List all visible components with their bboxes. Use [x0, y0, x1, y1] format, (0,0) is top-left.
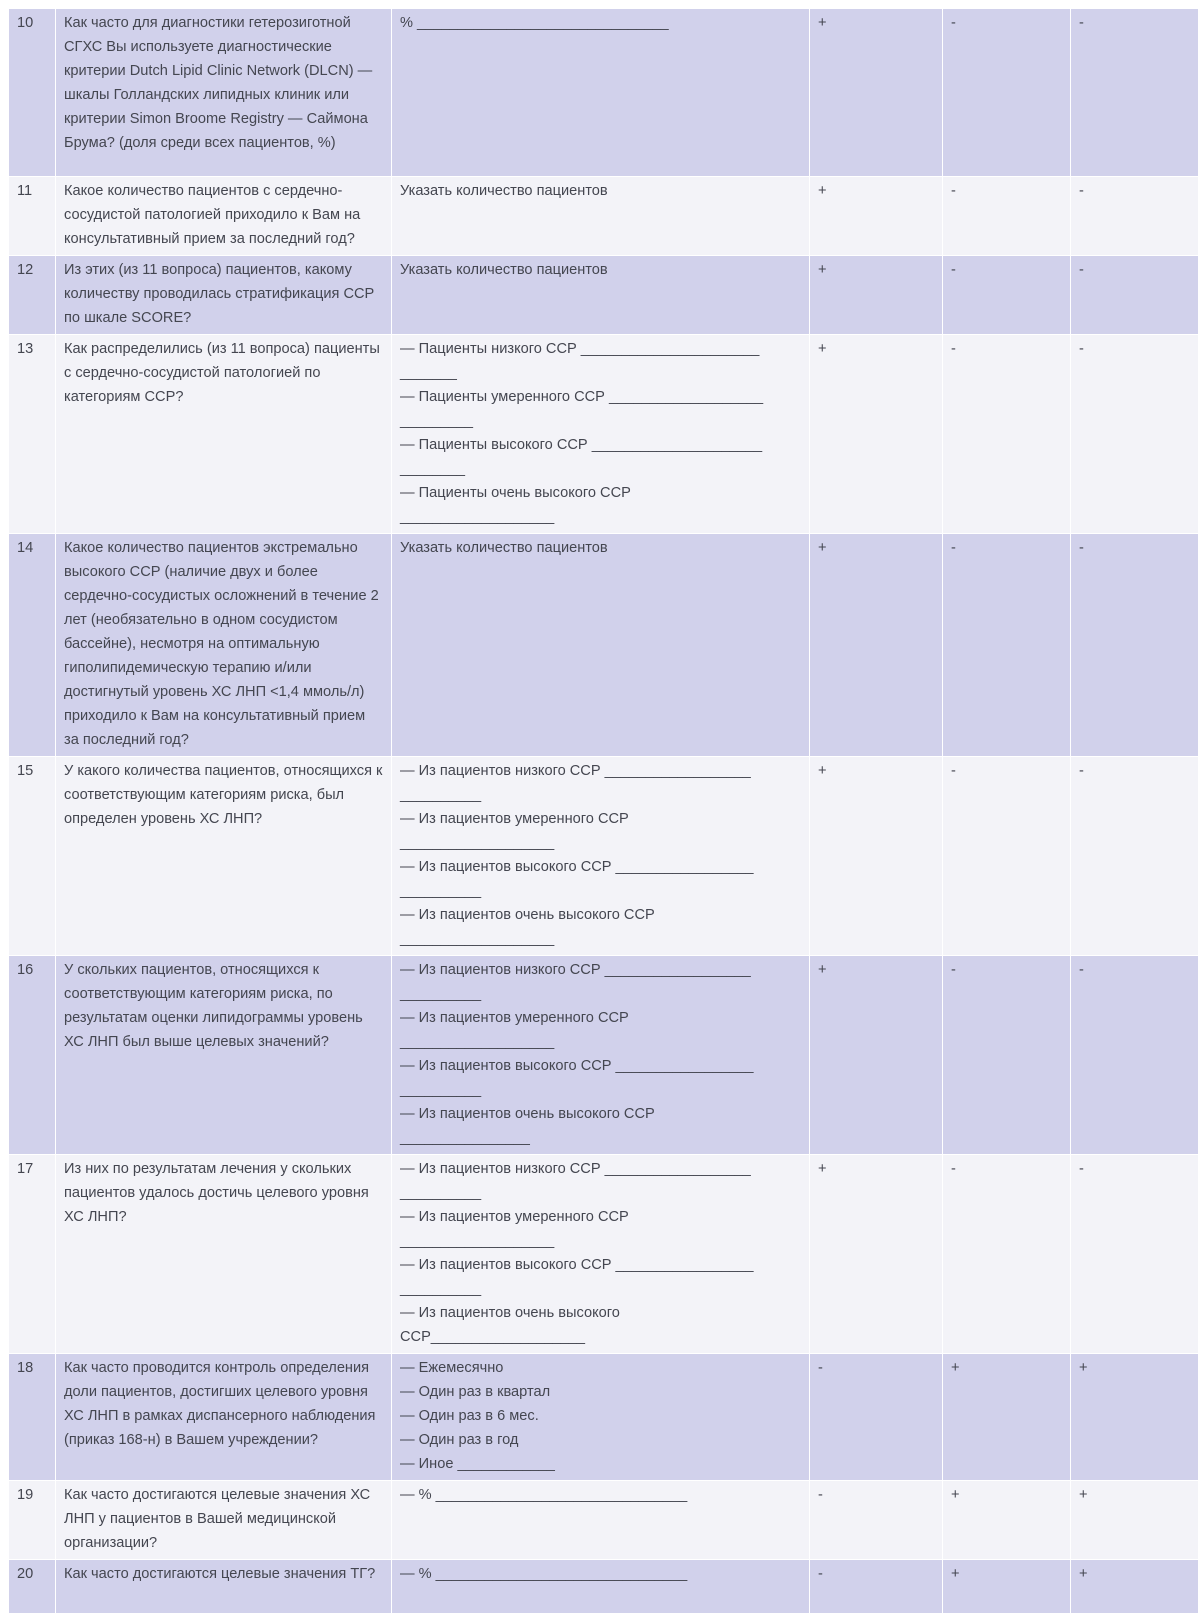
table-row [9, 9, 1199, 177]
mark-cell-2: - [943, 256, 1071, 335]
mark-cell-3: + [1071, 1560, 1199, 1614]
mark-cell-3: - [1071, 757, 1199, 956]
answer-cell: Указать количество пациентов [392, 534, 810, 757]
mark-cell-2: + [943, 1354, 1071, 1481]
answer-cell: % _______________________________ [392, 9, 810, 177]
row-number: 12 [9, 256, 56, 335]
survey-table-body [9, 9, 1199, 1614]
table-row [9, 1481, 1199, 1560]
mark-cell-3: - [1071, 335, 1199, 534]
mark-cell-1: + [810, 256, 943, 335]
mark-cell-2: - [943, 534, 1071, 757]
question-cell: У какого количества пациентов, относящихся к соответствующим категориям риска, был определен уровень ХС ЛНП? [56, 757, 392, 956]
row-number: 15 [9, 757, 56, 956]
mark-cell-1: + [810, 1155, 943, 1354]
row-number: 11 [9, 177, 56, 256]
row-number: 18 [9, 1354, 56, 1481]
table-row [9, 1155, 1199, 1354]
answer-cell: — % _______________________________ [392, 1560, 810, 1614]
answer-cell: — Пациенты низкого ССР ______________________ _______ — Пациенты умеренного ССР ___________________ _________ — Пациенты высокого ССР _____________________ ________ — Пациенты очень высокого ССР ___________________ [392, 335, 810, 534]
row-number: 14 [9, 534, 56, 757]
table-row [9, 757, 1199, 956]
mark-cell-2: + [943, 1481, 1071, 1560]
mark-cell-1: + [810, 9, 943, 177]
survey-table [8, 8, 1199, 1614]
mark-cell-2: - [943, 1155, 1071, 1354]
mark-cell-1: + [810, 956, 943, 1155]
mark-cell-2: - [943, 335, 1071, 534]
row-number: 10 [9, 9, 56, 177]
mark-cell-3: - [1071, 177, 1199, 256]
table-row [9, 335, 1199, 534]
question-cell: Как часто достигаются целевые значения ТГ? [56, 1560, 392, 1614]
mark-cell-3: - [1071, 534, 1199, 757]
mark-cell-1: + [810, 177, 943, 256]
mark-cell-2: - [943, 9, 1071, 177]
question-cell: Как часто проводится контроль определения доли пациентов, достигших целевого уровня ХС ЛНП в рамках диспансерного наблюдения (приказ 168-н) в Вашем учреждении? [56, 1354, 392, 1481]
row-number: 16 [9, 956, 56, 1155]
question-cell: Из них по результатам лечения у скольких пациентов удалось достичь целевого уровня ХС ЛНП? [56, 1155, 392, 1354]
mark-cell-1: + [810, 757, 943, 956]
mark-cell-1: + [810, 534, 943, 757]
mark-cell-1: - [810, 1354, 943, 1481]
mark-cell-1: + [810, 335, 943, 534]
answer-cell: — Из пациентов низкого ССР __________________ __________ — Из пациентов умеренного ССР ___________________ — Из пациентов высокого ССР _________________ __________ — Из пациентов очень высокого ССР___________________ [392, 1155, 810, 1354]
answer-cell: Указать количество пациентов [392, 256, 810, 335]
mark-cell-1: - [810, 1560, 943, 1614]
mark-cell-3: - [1071, 256, 1199, 335]
question-cell: Как часто достигаются целевые значения ХС ЛНП у пациентов в Вашей медицинской организации? [56, 1481, 392, 1560]
mark-cell-2: - [943, 177, 1071, 256]
table-row [9, 1560, 1199, 1614]
question-cell: У скольких пациентов, относящихся к соответствующим категориям риска, по результатам оценки липидограммы уровень ХС ЛНП был выше целевых значений? [56, 956, 392, 1155]
answer-cell: — Ежемесячно — Один раз в квартал — Один раз в 6 мес. — Один раз в год — Иное ____________ [392, 1354, 810, 1481]
row-number: 19 [9, 1481, 56, 1560]
mark-cell-2: - [943, 956, 1071, 1155]
question-cell: Как распределились (из 11 вопроса) пациенты с сердечно-сосудистой патологией по категориям ССР? [56, 335, 392, 534]
table-row [9, 177, 1199, 256]
question-cell: Как часто для диагностики гетерозиготной СГХС Вы используете диагностические критерии Dutch Lipid Clinic Network (DLCN) — шкалы Голландских липидных клиник или критерии Simon Broome Registry — Саймона Брума? (доля среди всех пациентов, %) [56, 9, 392, 177]
row-number: 20 [9, 1560, 56, 1614]
mark-cell-2: - [943, 757, 1071, 956]
question-cell: Из этих (из 11 вопроса) пациентов, какому количеству проводилась стратификация ССР по шкале SCORE? [56, 256, 392, 335]
table-row [9, 1354, 1199, 1481]
answer-cell: — Из пациентов низкого ССР __________________ __________ — Из пациентов умеренного ССР ___________________ — Из пациентов высокого ССР _________________ __________ — Из пациентов очень высокого ССР ________________ [392, 956, 810, 1155]
answer-cell: — Из пациентов низкого ССР __________________ __________ — Из пациентов умеренного ССР ___________________ — Из пациентов высокого ССР _________________ __________ — Из пациентов очень высокого ССР ___________________ [392, 757, 810, 956]
table-row [9, 534, 1199, 757]
answer-cell: — % _______________________________ [392, 1481, 810, 1560]
mark-cell-2: + [943, 1560, 1071, 1614]
answer-cell: Указать количество пациентов [392, 177, 810, 256]
mark-cell-3: - [1071, 9, 1199, 177]
table-row [9, 256, 1199, 335]
mark-cell-1: - [810, 1481, 943, 1560]
row-number: 13 [9, 335, 56, 534]
mark-cell-3: + [1071, 1354, 1199, 1481]
question-cell: Какое количество пациентов экстремально высокого ССР (наличие двух и более сердечно-сосудистых осложнений в течение 2 лет (необязательно в одном сосудистом бассейне), несмотря на оптимальную гиполипидемическую терапию и/или достигнутый уровень ХС ЛНП <1,4 ммоль/л) приходило к Вам на консультативный прием за последний год? [56, 534, 392, 757]
table-row [9, 956, 1199, 1155]
mark-cell-3: - [1071, 956, 1199, 1155]
question-cell: Какое количество пациентов с сердечно-сосудистой патологией приходило к Вам на консультативный прием за последний год? [56, 177, 392, 256]
row-number: 17 [9, 1155, 56, 1354]
mark-cell-3: - [1071, 1155, 1199, 1354]
mark-cell-3: + [1071, 1481, 1199, 1560]
